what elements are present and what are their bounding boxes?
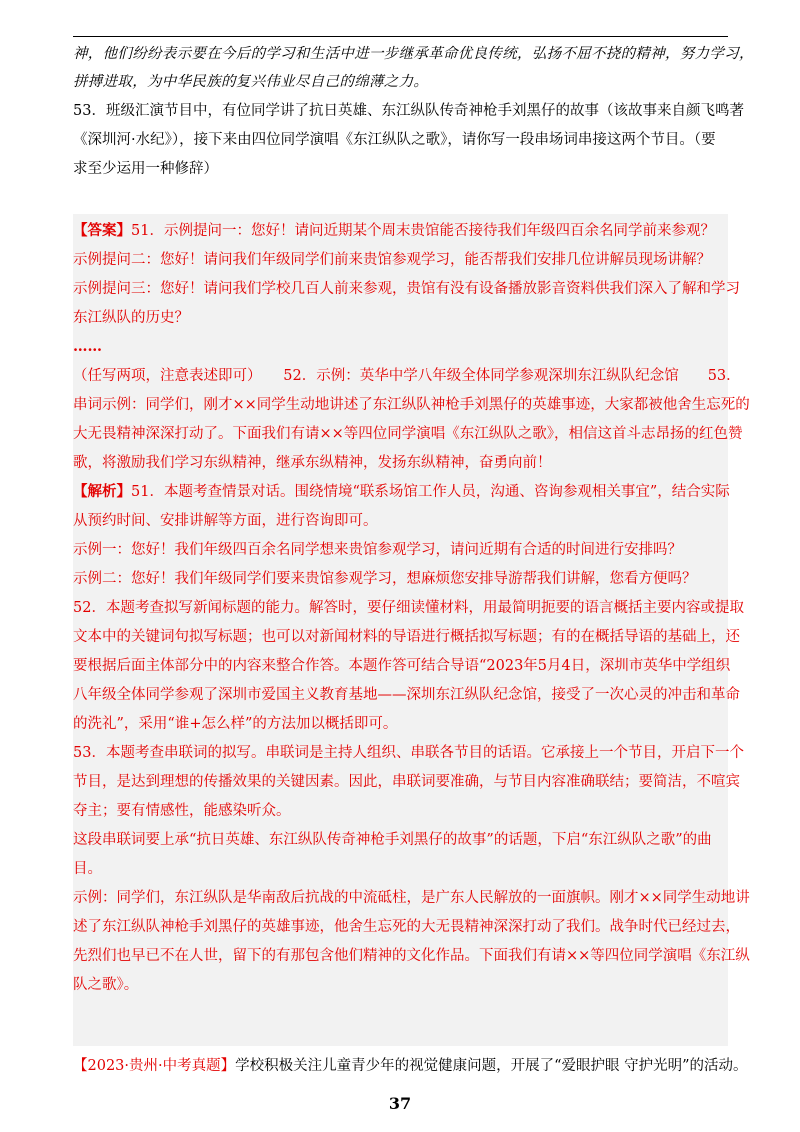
answer-line: 示例提问二：您好！请问我们年级同学们前来贵馆参观学习，能否帮我们安排几位讲解员现场讲解？ [73,252,711,268]
analysis-line: 示例一：您好！我们年级四百余名同学想来贵馆参观学习，请问近期有合适的时间进行安排吗？ [73,542,682,558]
analysis-line: 51．本题考查情景对话。围绕情境“联系场馆工作人员，沟通、咨询参观相关事宜”，结合实际 [131,484,730,500]
answer-line: 大无畏精神深深打动了。下面我们有请××等四位同学演唱《东江纵队之歌》，相信这首斗志昂扬的红色赞 [73,426,743,442]
next-question [73,1052,748,1080]
top-paragraph-line: 拼搏进取，为中华民族的复兴伟业尽自己的绵薄之力。 [73,74,429,90]
analysis-line: 述了东江纵队神枪手刘黑仔的英雄事迹，他舍生忘死的大无畏精神深深打动了我们。战争时代已经过去， [73,919,740,935]
analysis-line-first [73,478,730,506]
answer-line: （任写两项，注意表述即可） 52．示例：英华中学八年级全体同学参观深圳东江纵队纪念馆 53． [73,368,741,384]
answer-ellipsis: …… [73,338,102,355]
analysis-line: 示例二：您好！我们年级同学们要来贵馆参观学习，想麻烦您安排导游帮我们讲解，您看方便吗？ [73,571,697,587]
answer-line: 示例提问三：您好！请问我们学校几百人前来参观，贵馆有没有设备播放影音资料供我们深入了解和学习 [73,281,740,297]
answer-line: 歌，将激励我们学习东纵精神，继承东纵精神，发扬东纵精神，奋勇向前！ [73,455,552,471]
analysis-line: 示例：同学们，东江纵队是华南敌后抗战的中流砥柱，是广东人民解放的一面旗帜。刚才××同学生动地讲 [73,890,750,906]
analysis-line: 这段串联词要上承“抗日英雄、东江纵队传奇神枪手刘黑仔的故事”的话题，下启“东江纵队之歌”的曲 [73,832,712,848]
answer-tag: 【答案】 [73,222,131,239]
question-53-line: 《深圳河·水纪》），接下来由四位同学演唱《东江纵队之歌》，请你写一段串场词串接这两个节目。（要 [73,132,716,148]
answer-line: 东江纵队的历史？ [73,310,189,326]
analysis-line: 的洗礼”，采用“谁+怎么样”的方法加以概括即可。 [73,716,398,732]
analysis-line: 先烈们也早已不在人世，留下的有那包含他们精神的文化作品。下面我们有请××等四位同学演唱《东江纵 [73,948,750,964]
next-question-text: 学校积极关注儿童青少年的视觉健康问题，开展了“爱眼护眼 守护光明”的活动。 [235,1058,748,1074]
analysis-line: 52．本题考查拟写新闻标题的能力。解答时，要仔细读懂材料，用最简明扼要的语言概括主要内容或提取 [73,600,744,616]
analysis-line: 文本中的关键词句拟写标题；也可以对新闻材料的导语进行概括拟写标题；有的在概括导语的基础上，还 [73,629,740,645]
analysis-line: 目。 [73,861,102,877]
analysis-line: 八年级全体同学参观了深圳市爱国主义教育基地——深圳东江纵队纪念馆，接受了一次心灵的冲击和革命 [73,687,740,703]
analysis-line: 要根据后面主体部分中的内容来整合作答。本题作答可结合导语“2023年5月4日，深圳市英华中学组织 [73,658,731,674]
question-53-line: 53．班级汇演节目中，有位同学讲了抗日英雄、东江纵队传奇神枪手刘黑仔的故事（该故事来自颜飞鸣著 [73,103,744,119]
top-rule [73,36,728,37]
page-number: 37 [388,1094,412,1113]
analysis-line: 节目，是达到理想的传播效果的关键因素。因此，串联词要准确，与节目内容准确联结；要简洁，不喧宾 [73,774,740,790]
analysis-line: 队之歌》。 [73,977,139,993]
question-53-line: 求至少运用一种修辞） [73,161,218,177]
analysis-line: 53．本题考查串联词的拟写。串联词是主持人组织、串联各节目的话语。它承接上一个节目，开启下一个 [73,745,744,761]
source-tag: 【2023·贵州·中考真题】 [73,1058,236,1074]
answer-line: 51．示例提问一：您好！请问近期某个周末贵馆能否接待我们年级四百余名同学前来参观？ [131,223,715,239]
answer-line-first [73,217,730,245]
analysis-tag: 【解析】 [73,483,131,500]
answer-line: 串词示例：同学们，刚才××同学生动地讲述了东江纵队神枪手刘黑仔的英雄事迹，大家都被他舍生忘死的 [73,397,750,413]
analysis-line: 夺主；要有情感性，能感染听众。 [73,803,291,819]
analysis-line: 从预约时间、安排讲解等方面，进行咨询即可。 [73,513,378,529]
top-paragraph-line: 神，他们纷纷表示要在今后的学习和生活中进一步继承革命优良传统，弘扬不屈不挠的精神，努力学习， [73,46,754,62]
